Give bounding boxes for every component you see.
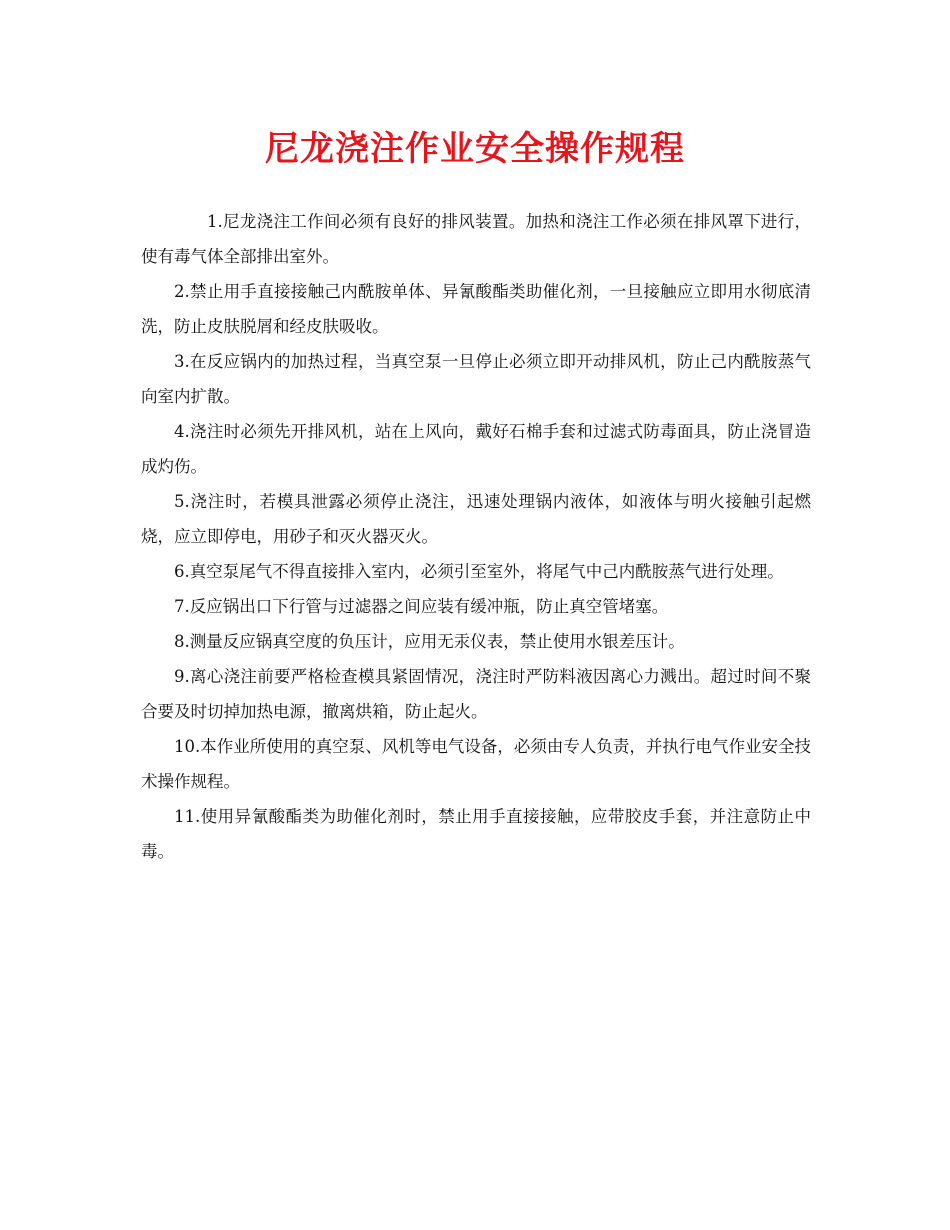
document-body xyxy=(141,204,811,869)
rule-paragraph-4: 4.浇注时必须先开排风机，站在上风向，戴好石棉手套和过滤式防毒面具，防止浇冒造成灼伤。 xyxy=(141,422,811,476)
rule-paragraph-11: 11.使用异氰酸酯类为助催化剂时，禁止用手直接接触，应带胶皮手套，并注意防止中毒。 xyxy=(141,807,811,861)
rule-paragraph-3: 3.在反应锅内的加热过程，当真空泵一旦停止必须立即开动排风机，防止己内酰胺蒸气向室内扩散。 xyxy=(141,352,811,406)
rule-paragraph-5: 5.浇注时，若模具泄露必须停止浇注，迅速处理锅内液体，如液体与明火接触引起燃烧，应立即停电，用砂子和灭火器灭火。 xyxy=(141,492,811,546)
rule-paragraph-7: 7.反应锅出口下行管与过滤器之间应装有缓冲瓶，防止真空管堵塞。 xyxy=(174,597,669,616)
rule-paragraph-6: 6.真空泵尾气不得直接排入室内，必须引至室外，将尾气中己内酰胺蒸气进行处理。 xyxy=(174,562,784,581)
rule-paragraph-10: 10.本作业所使用的真空泵、风机等电气设备，必须由专人负责，并执行电气作业安全技术操作规程。 xyxy=(141,737,811,791)
rule-paragraph-1: 1.尼龙浇注工作间必须有良好的排风装置。加热和浇注工作必须在排风罩下进行，使有毒气体全部排出室外。 xyxy=(141,212,811,266)
document-title: 尼龙浇注作业安全操作规程 xyxy=(265,129,685,169)
rule-paragraph-8: 8.测量反应锅真空度的负压计，应用无汞仪表，禁止使用水银差压计。 xyxy=(174,632,685,651)
rule-paragraph-2: 2.禁止用手直接接触己内酰胺单体、异氰酸酯类助催化剂，一旦接触应立即用水彻底清洗，防止皮肤脱屑和经皮肤吸收。 xyxy=(141,282,811,336)
rule-paragraph-9: 9.离心浇注前要严格检查模具紧固情况，浇注时严防料液因离心力溅出。超过时间不聚合要及时切掉加热电源，撤离烘箱，防止起火。 xyxy=(141,667,811,721)
